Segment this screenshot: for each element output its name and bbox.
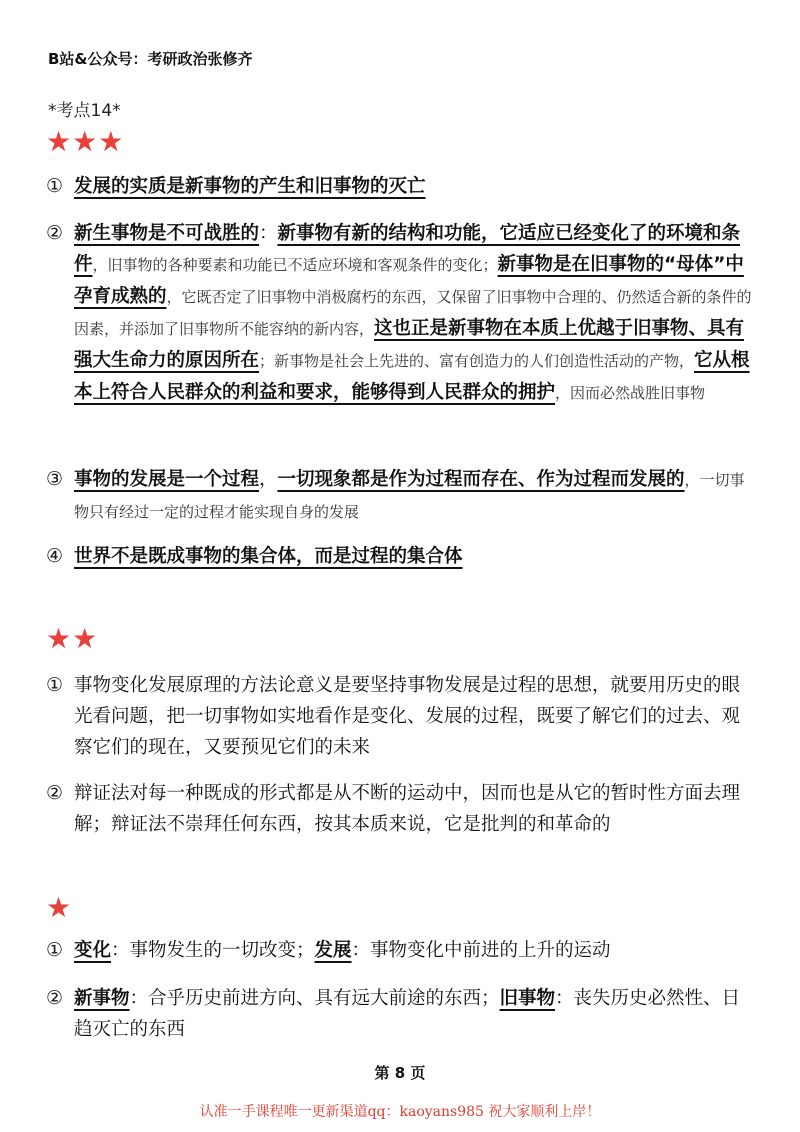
item-number: ① (46, 674, 64, 696)
key-term: 变化 (74, 940, 112, 961)
key-term: 发展 (314, 940, 352, 961)
topic-label: *考点14* (48, 101, 121, 121)
definition-text: ：合乎历史前进方向、具有远大前途的东西； (129, 988, 500, 1009)
detail-text: ，因而必然战胜旧事物 (555, 384, 706, 402)
item-number: ② (46, 987, 64, 1009)
key-term: 旧事物 (499, 988, 556, 1009)
definition-text: ：丧失历史必然性、日趋灭亡的东西 (74, 988, 741, 1040)
list-item (46, 171, 758, 202)
three-star-rating: ★★★ (46, 125, 125, 158)
item-number: ① (46, 939, 64, 961)
definition-text: ：事物变化中前进的上升的运动 (351, 940, 611, 961)
page-header: B站&公众号：考研政治张修齐 (48, 50, 253, 68)
key-point: 一切现象都是作为过程而存在、作为过程而发展的 (277, 469, 685, 490)
key-point: 新事物有新的结构和功能，它适应已经变化了的环境和条件 (74, 223, 741, 275)
detail-text: ，它既否定了旧事物中消极腐朽的东西，又保留了旧事物中合理的、仍然适合新的条件的因素，并添加了旧事物所不能容纳的新内容， (74, 288, 752, 338)
item-text: 事物变化发展原理的方法论意义是要坚持事物发展是过程的思想，就要用历史的眼光看问题，把一切事物如实地看作是变化、发展的过程，既要了解它们的过去、观察它们的现在，又要预见它们的未来 (74, 675, 741, 758)
page-number: 第 8 页 (374, 1064, 426, 1082)
key-point: 新生事物是不可战胜的 (74, 223, 260, 244)
list-item (46, 218, 758, 409)
item-number: ① (46, 175, 64, 197)
key-point: 新事物是在旧事物的“母体”中孕育成熟的 (74, 254, 744, 307)
key-point: 它从根本上符合人民群众的利益和要求，能够得到人民群众的拥护 (74, 350, 750, 403)
detail-text: ，旧事物的各种要素和功能已不适应环境和客观条件的变化； (92, 256, 498, 274)
detail-text: ；新事物是社会上先进的、富有创造力的人们创造性活动的产物， (259, 352, 695, 370)
list-item (46, 541, 758, 572)
key-point: 事物的发展是一个过程 (74, 469, 260, 490)
list-item (46, 778, 758, 840)
two-star-rating: ★★ (46, 622, 99, 655)
list-item (46, 670, 758, 763)
list-item (46, 983, 758, 1045)
item-number: ② (46, 222, 64, 244)
footer-notice: 认准一手课程唯一更新渠道qq：kaoyans985 祝大家顺利上岸！ (199, 1104, 601, 1120)
definition-text: ：事物发生的一切改变； (111, 940, 315, 961)
key-term: 新事物 (74, 988, 130, 1009)
punctuation: ， (259, 469, 278, 490)
item-text: 辩证法对每一种既成的形式都是从不断的运动中，因而也是从它的暂时性方面去理解；辩证法不崇拜任何东西，按其本质来说，它是批判的和革命的 (74, 783, 741, 835)
key-point: 这也正是新事物在本质上优越于旧事物、具有强大生命力的原因所在 (74, 318, 745, 371)
item-number: ④ (46, 545, 64, 567)
key-point: 发展的实质是新事物的产生和旧事物的灭亡 (74, 176, 426, 197)
detail-text: ，一切事物只有经过一定的过程才能实现自身的发展 (74, 471, 745, 521)
punctuation: ： (259, 223, 278, 244)
list-item (46, 935, 758, 966)
key-point: 世界不是既成事物的集合体，而是过程的集合体 (74, 546, 463, 567)
one-star-rating: ★ (46, 891, 73, 924)
list-item (46, 464, 758, 528)
item-number: ② (46, 782, 64, 804)
item-number: ③ (46, 468, 64, 490)
